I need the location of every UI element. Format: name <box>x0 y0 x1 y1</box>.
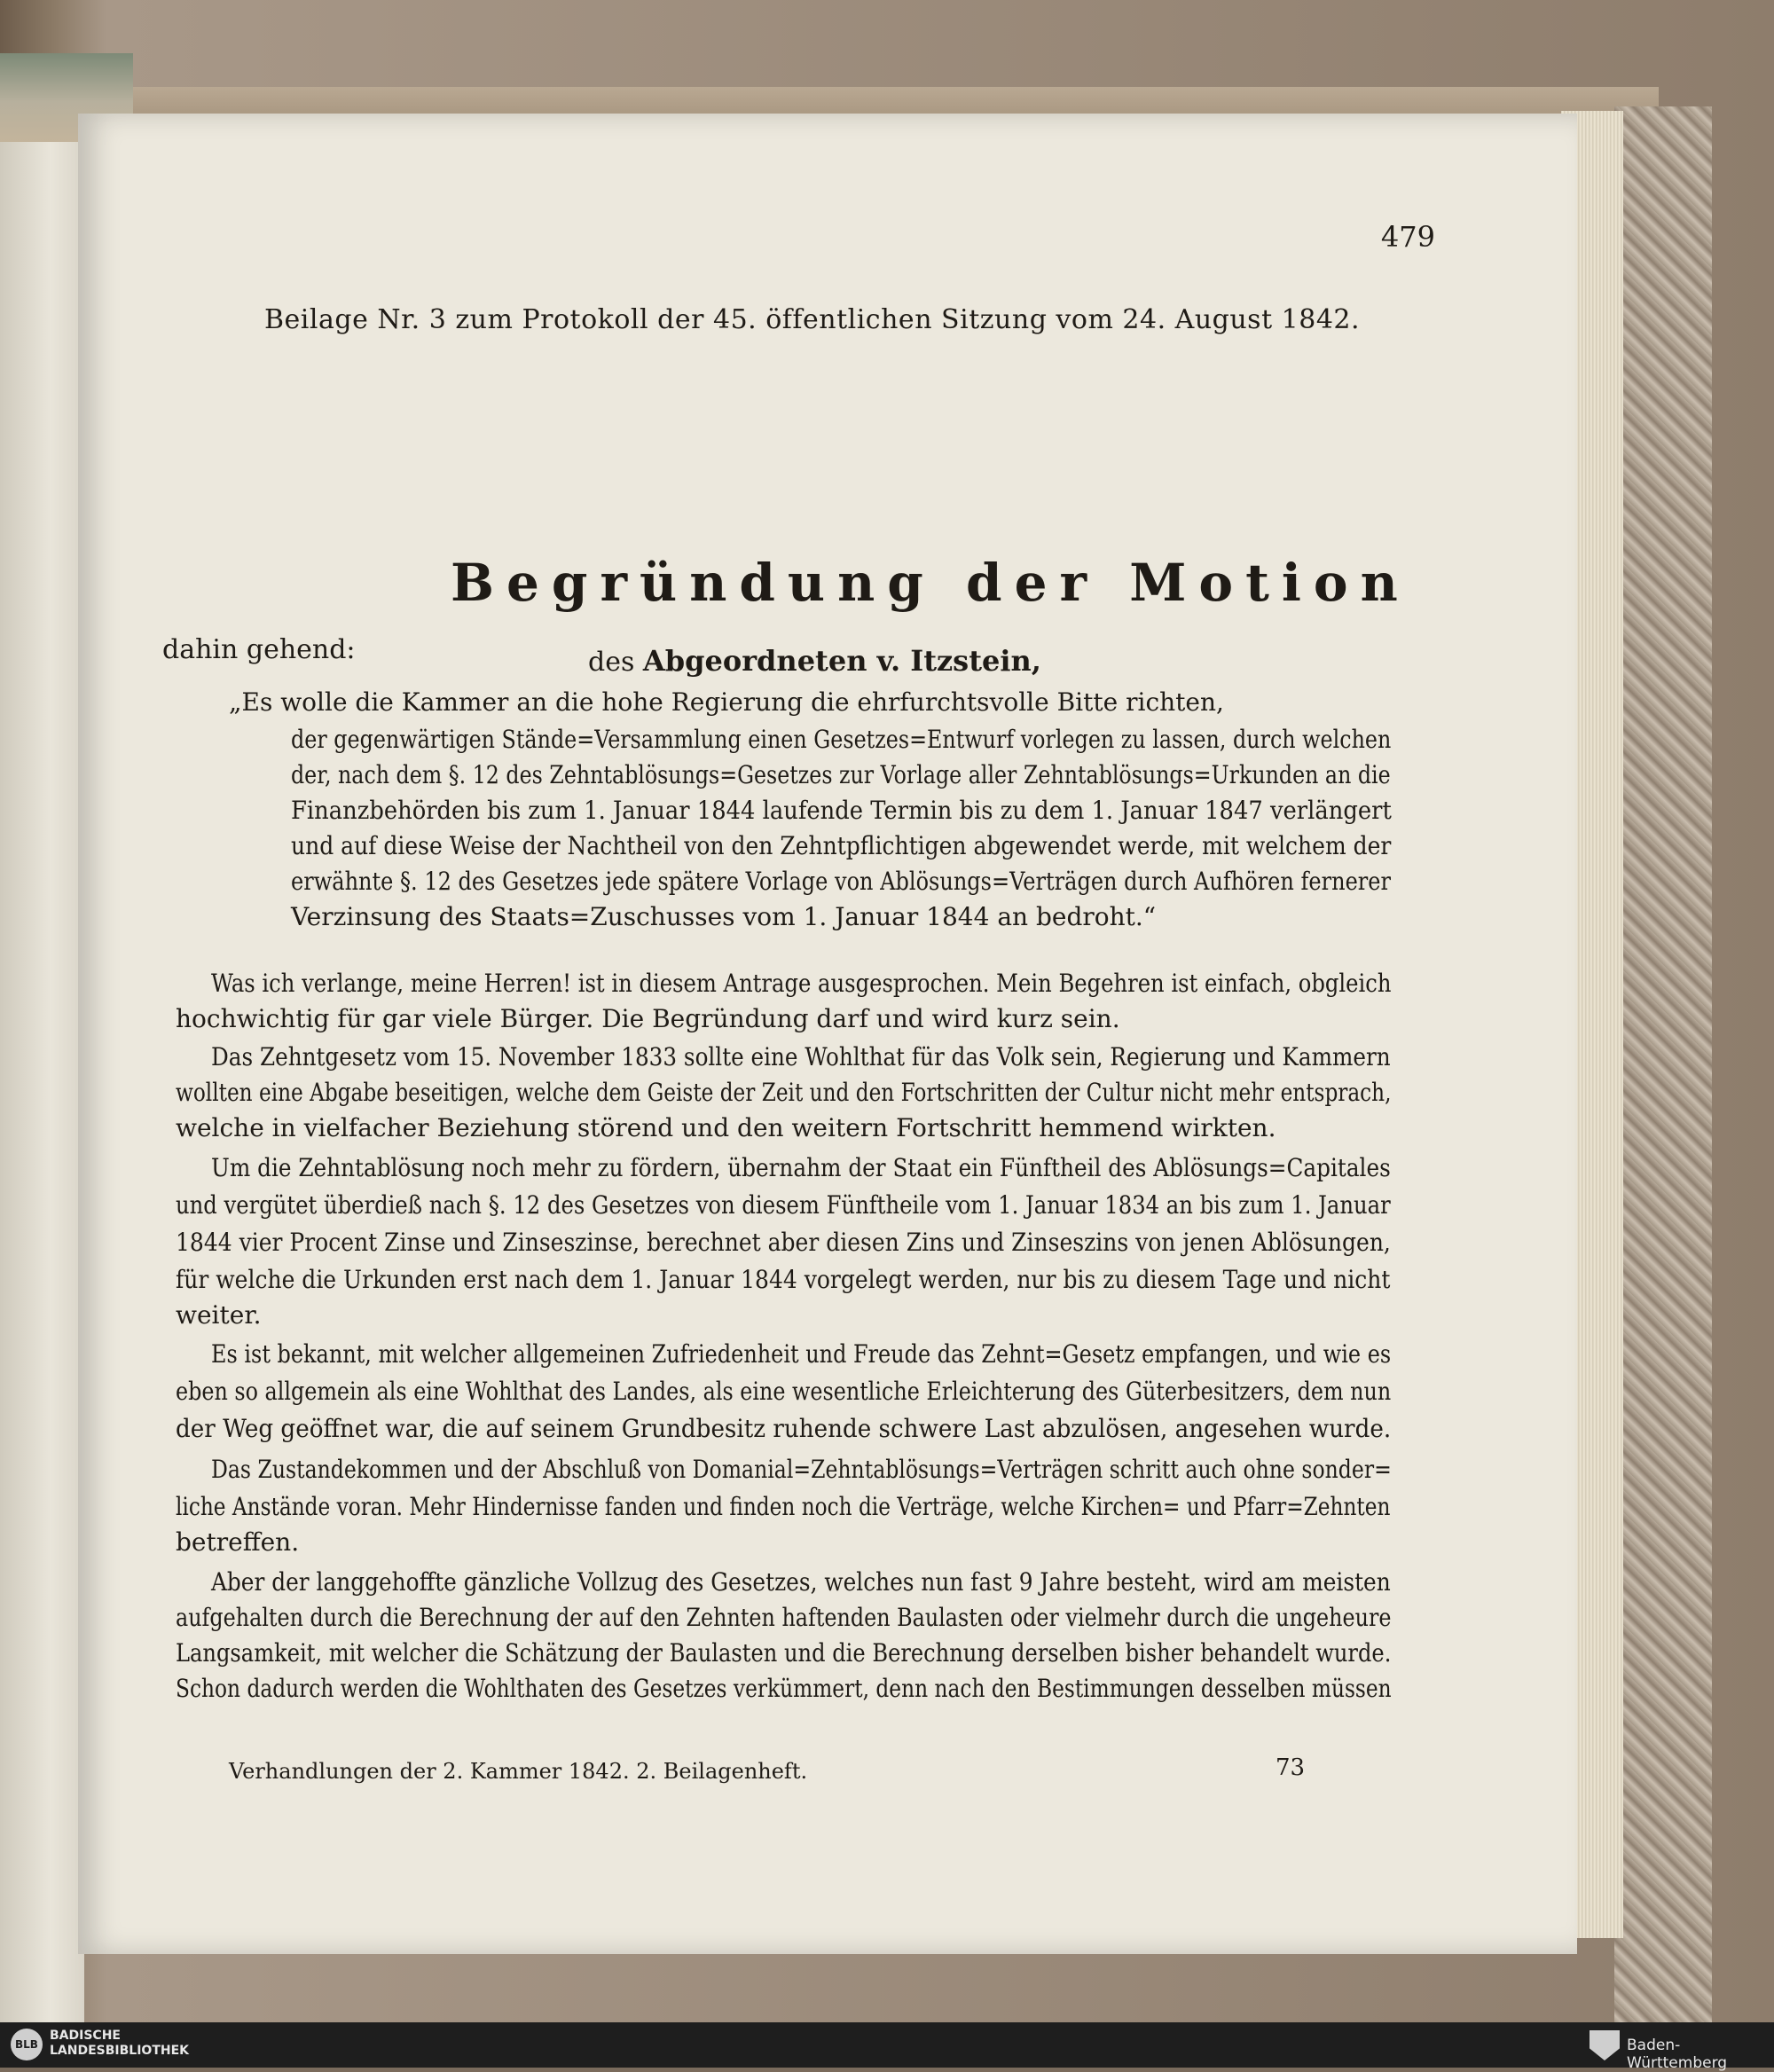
left-page-edge <box>0 142 84 2022</box>
library-name-line1: BADISCHE <box>50 2029 121 2043</box>
page-number: 479 <box>1380 220 1435 254</box>
text-line: Schon dadurch werden die Wohlthaten des Gesetzes verkümmert, denn nach den Bestimmungen desselben müssen <box>176 1674 1392 1703</box>
text-line: hochwichtig für gar viele Bürger. Die Begründung darf und wird kurz sein. <box>176 1004 1120 1033</box>
text-line: der Weg geöffnet war, die auf seinem Grundbesitz ruhende schwere Last abzulösen, angesehen wurde. <box>176 1414 1392 1443</box>
footer-source: Verhandlungen der 2. Kammer 1842. 2. Beilagenheft. <box>229 1759 808 1784</box>
text-line: Finanzbehörden bis zum 1. Januar 1844 laufende Termin bis zu dem 1. Januar 1847 verlängert <box>291 796 1392 825</box>
footer-sheet-number: 73 <box>1276 1754 1306 1781</box>
library-name-line2: LANDESBIBLIOTHEK <box>50 2044 190 2058</box>
subtitle-prefix: des <box>588 647 635 678</box>
text-line: betreffen. <box>176 1527 300 1557</box>
text-line: Was ich verlange, meine Herren! ist in diesem Antrage ausgesprochen. Mein Begehren ist einfach, obgleich <box>211 969 1392 998</box>
state-name: Baden-Württemberg <box>1627 2037 1728 2072</box>
text-line: „Es wolle die Kammer an die hohe Regierung die ehrfurchtsvolle Bitte richten, <box>229 687 1224 717</box>
blb-logo-icon: BLB <box>11 2029 43 2060</box>
page-subtitle <box>588 644 1041 678</box>
text-line: Das Zustandekommen und der Abschluß von Domanial=Zehntablösungs=Verträgen schritt auch ohne sonder= <box>211 1455 1392 1484</box>
text-line: der, nach dem §. 12 des Zehntablösungs=Gesetzes zur Vorlage aller Zehntablösungs=Urkunden an die <box>291 760 1391 789</box>
text-line: dahin gehend: <box>162 634 356 665</box>
text-line: der gegenwärtigen Stände=Versammlung einen Gesetzes=Entwurf vorlegen zu lassen, durch welchen <box>291 725 1392 754</box>
text-line: 1844 vier Procent Zinse und Zinseszinse, berechnet aber diesen Zins und Zinseszins von jenen Ablösungen, <box>176 1228 1391 1257</box>
text-line: Um die Zehntablösung noch mehr zu fördern, übernahm der Staat ein Fünftheil des Ablösungs=Capitales <box>211 1153 1391 1182</box>
page-title: Begründung der Motion <box>451 553 1410 613</box>
text-line: eben so allgemein als eine Wohlthat des Landes, als eine wesentliche Erleichterung des Güterbesitzers, dem nun <box>176 1377 1392 1406</box>
marbled-cover-edge <box>1614 106 1712 2022</box>
page-header: Beilage Nr. 3 zum Protokoll der 45. öffentlichen Sitzung vom 24. August 1842. <box>264 304 1361 335</box>
text-line: wollten eine Abgabe beseitigen, welche dem Geiste der Zeit und den Fortschritten der Cultur nicht mehr entsprach, <box>176 1078 1392 1107</box>
text-line: aufgehalten durch die Berechnung der auf den Zehnten haftenden Baulasten oder vielmehr durch die ungeheure <box>176 1603 1392 1632</box>
text-line: Verzinsung des Staats=Zuschusses vom 1. Januar 1844 an bedroht.“ <box>291 902 1157 931</box>
text-line: und vergütet überdieß nach §. 12 des Gesetzes von diesem Fünftheile vom 1. Januar 1834 an bis zum 1. Januar <box>176 1190 1391 1220</box>
text-line: Langsamkeit, mit welcher die Schätzung der Baulasten und die Berechnung derselben bisher behandelt wurde. <box>176 1638 1392 1668</box>
bottom-bar <box>0 2022 1774 2068</box>
text-line: weiter. <box>176 1300 262 1330</box>
text-line: Aber der langgehoffte gänzliche Vollzug des Gesetzes, welches nun fast 9 Jahre besteht, wird am meisten <box>211 1567 1391 1597</box>
text-line: liche Anstände voran. Mehr Hindernisse fanden und finden noch die Verträge, welche Kirchen= und Pfarr=Zehnten <box>176 1492 1391 1521</box>
document-page <box>78 114 1577 1954</box>
text-line: erwähnte §. 12 des Gesetzes jede spätere Vorlage von Ablösungs=Verträgen durch Aufhören fernerer <box>291 867 1391 896</box>
text-line: und auf diese Weise der Nachtheil von den Zehntpflichtigen abgewendet werde, mit welchem der <box>291 831 1392 860</box>
library-name <box>50 2029 189 2059</box>
text-line: Das Zehntgesetz vom 15. November 1833 sollte eine Wohlthat für das Volk sein, Regierung und Kammern <box>211 1042 1391 1071</box>
text-line: welche in vielfacher Beziehung störend und den weitern Fortschritt hemmend wirkten. <box>176 1113 1276 1142</box>
text-line: für welche die Urkunden erst nach dem 1. Januar 1844 vorgelegt werden, nur bis zu diesem Tage und nicht <box>176 1265 1391 1294</box>
subtitle-name: Abgeordneten v. Itzstein, <box>642 644 1041 678</box>
text-line: Es ist bekannt, mit welcher allgemeinen Zufriedenheit und Freude das Zehnt=Gesetz empfangen, und wie es <box>211 1339 1392 1369</box>
